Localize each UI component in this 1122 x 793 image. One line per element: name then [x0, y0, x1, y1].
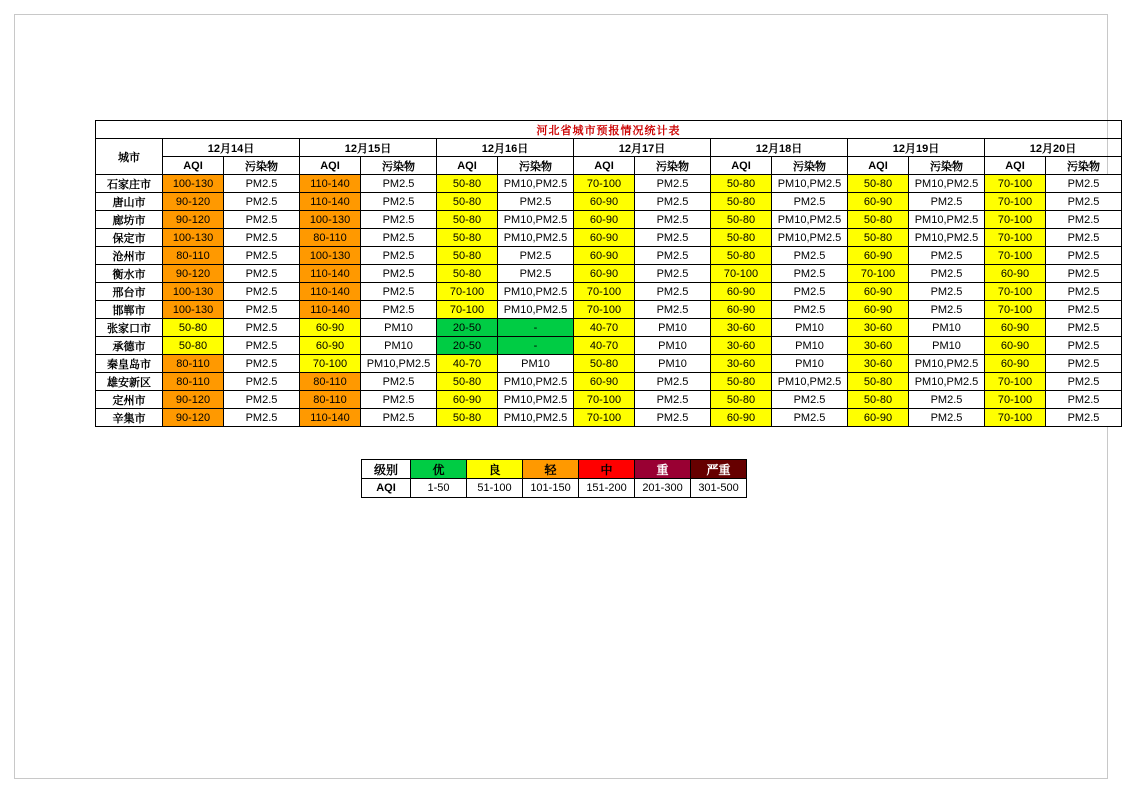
table-row	[96, 373, 1122, 391]
table-row	[96, 193, 1122, 211]
table-row	[96, 283, 1122, 301]
pollutant-cell: PM2.5	[361, 373, 437, 391]
header-date: 12月18日	[711, 139, 848, 157]
aqi-cell: 70-100	[848, 265, 909, 283]
pollutant-cell: PM2.5	[224, 193, 300, 211]
legend-level-cell: 良	[467, 460, 523, 479]
pollutant-cell: PM10	[772, 355, 848, 373]
table-row	[96, 409, 1122, 427]
pollutant-cell: PM2.5	[772, 283, 848, 301]
pollutant-cell: PM2.5	[772, 391, 848, 409]
pollutant-cell: PM2.5	[1046, 391, 1122, 409]
pollutant-cell: PM2.5	[909, 265, 985, 283]
header-pollutant: 污染物	[498, 157, 574, 175]
aqi-cell: 20-50	[437, 319, 498, 337]
city-name-cell: 秦皇岛市	[96, 355, 163, 373]
aqi-cell: 70-100	[985, 247, 1046, 265]
aqi-cell: 50-80	[711, 211, 772, 229]
aqi-cell: 50-80	[848, 391, 909, 409]
aqi-cell: 50-80	[711, 247, 772, 265]
pollutant-cell: PM2.5	[224, 301, 300, 319]
table-row	[96, 355, 1122, 373]
city-name-cell: 廊坊市	[96, 211, 163, 229]
pollutant-cell: PM2.5	[224, 319, 300, 337]
aqi-cell: 70-100	[985, 283, 1046, 301]
header-city: 城市	[96, 139, 163, 175]
city-name-cell: 沧州市	[96, 247, 163, 265]
pollutant-cell: PM2.5	[635, 247, 711, 265]
pollutant-cell: PM2.5	[1046, 337, 1122, 355]
pollutant-cell: PM10,PM2.5	[498, 301, 574, 319]
pollutant-cell: PM2.5	[224, 229, 300, 247]
aqi-cell: 50-80	[848, 229, 909, 247]
pollutant-cell: PM2.5	[361, 193, 437, 211]
table-title: 河北省城市预报情况统计表	[96, 121, 1122, 139]
header-pollutant: 污染物	[224, 157, 300, 175]
pollutant-cell: PM2.5	[224, 211, 300, 229]
aqi-cell: 60-90	[848, 409, 909, 427]
pollutant-cell: PM10,PM2.5	[909, 229, 985, 247]
header-date: 12月16日	[437, 139, 574, 157]
aqi-cell: 30-60	[711, 319, 772, 337]
aqi-cell: 50-80	[437, 211, 498, 229]
aqi-cell: 60-90	[848, 247, 909, 265]
aqi-cell: 70-100	[300, 355, 361, 373]
pollutant-cell: PM10,PM2.5	[498, 391, 574, 409]
pollutant-cell: PM2.5	[361, 175, 437, 193]
pollutant-cell: PM2.5	[635, 229, 711, 247]
forecast-table-container	[95, 120, 1122, 427]
aqi-cell: 70-100	[711, 265, 772, 283]
pollutant-cell: PM2.5	[498, 247, 574, 265]
pollutant-cell: PM10,PM2.5	[498, 229, 574, 247]
table-row	[96, 391, 1122, 409]
pollutant-cell: PM2.5	[224, 355, 300, 373]
pollutant-cell: PM2.5	[224, 283, 300, 301]
aqi-cell: 70-100	[574, 301, 635, 319]
aqi-cell: 60-90	[300, 319, 361, 337]
pollutant-cell: PM10	[772, 319, 848, 337]
pollutant-cell: PM2.5	[909, 283, 985, 301]
aqi-cell: 70-100	[985, 193, 1046, 211]
pollutant-cell: PM2.5	[635, 211, 711, 229]
aqi-cell: 70-100	[985, 373, 1046, 391]
aqi-cell: 60-90	[574, 211, 635, 229]
aqi-cell: 90-120	[163, 193, 224, 211]
city-name-cell: 石家庄市	[96, 175, 163, 193]
header-aqi: AQI	[300, 157, 361, 175]
aqi-cell: 40-70	[574, 319, 635, 337]
pollutant-cell: PM10	[361, 337, 437, 355]
city-name-cell: 衡水市	[96, 265, 163, 283]
pollutant-cell: PM10	[635, 355, 711, 373]
pollutant-cell: PM10,PM2.5	[772, 211, 848, 229]
aqi-cell: 60-90	[711, 283, 772, 301]
header-date: 12月19日	[848, 139, 985, 157]
aqi-cell: 50-80	[437, 175, 498, 193]
pollutant-cell: PM10	[635, 319, 711, 337]
pollutant-cell: PM2.5	[772, 247, 848, 265]
header-date: 12月15日	[300, 139, 437, 157]
aqi-cell: 100-130	[163, 283, 224, 301]
aqi-cell: 60-90	[985, 355, 1046, 373]
header-pollutant: 污染物	[772, 157, 848, 175]
aqi-cell: 30-60	[848, 319, 909, 337]
pollutant-cell: PM2.5	[909, 391, 985, 409]
city-name-cell: 保定市	[96, 229, 163, 247]
pollutant-cell: PM2.5	[909, 247, 985, 265]
pollutant-cell: PM2.5	[224, 373, 300, 391]
header-pollutant: 污染物	[909, 157, 985, 175]
aqi-cell: 50-80	[437, 193, 498, 211]
pollutant-cell: PM10,PM2.5	[498, 283, 574, 301]
pollutant-cell: PM10	[772, 337, 848, 355]
city-name-cell: 唐山市	[96, 193, 163, 211]
aqi-cell: 60-90	[574, 193, 635, 211]
pollutant-cell: PM2.5	[909, 193, 985, 211]
city-name-cell: 辛集市	[96, 409, 163, 427]
aqi-cell: 60-90	[985, 319, 1046, 337]
header-date: 12月20日	[985, 139, 1122, 157]
header-aqi: AQI	[711, 157, 772, 175]
pollutant-cell: PM2.5	[1046, 319, 1122, 337]
aqi-cell: 20-50	[437, 337, 498, 355]
aqi-cell: 40-70	[574, 337, 635, 355]
aqi-cell: 110-140	[300, 283, 361, 301]
pollutant-cell: PM2.5	[635, 265, 711, 283]
pollutant-cell: PM2.5	[635, 409, 711, 427]
pollutant-cell: PM2.5	[635, 193, 711, 211]
aqi-cell: 90-120	[163, 409, 224, 427]
aqi-cell: 110-140	[300, 175, 361, 193]
city-name-cell: 雄安新区	[96, 373, 163, 391]
header-pollutant: 污染物	[635, 157, 711, 175]
header-aqi: AQI	[848, 157, 909, 175]
aqi-cell: 50-80	[437, 229, 498, 247]
pollutant-cell: PM10	[635, 337, 711, 355]
pollutant-cell: PM10,PM2.5	[498, 373, 574, 391]
aqi-cell: 50-80	[437, 409, 498, 427]
aqi-cell: 70-100	[574, 391, 635, 409]
aqi-cell: 50-80	[848, 175, 909, 193]
aqi-cell: 100-130	[300, 211, 361, 229]
legend-range-cell: 201-300	[635, 479, 691, 498]
aqi-cell: 30-60	[711, 337, 772, 355]
legend-range-cell: 101-150	[523, 479, 579, 498]
table-row	[96, 337, 1122, 355]
pollutant-cell: PM2.5	[361, 283, 437, 301]
pollutant-cell: PM2.5	[1046, 409, 1122, 427]
legend-range-cell: 1-50	[411, 479, 467, 498]
aqi-cell: 50-80	[711, 229, 772, 247]
pollutant-cell: PM2.5	[635, 391, 711, 409]
pollutant-cell: PM2.5	[498, 193, 574, 211]
legend-range-row	[362, 479, 747, 498]
pollutant-cell: PM2.5	[224, 247, 300, 265]
pollutant-cell: PM10	[361, 319, 437, 337]
aqi-cell: 80-110	[300, 373, 361, 391]
legend-level-cell: 优	[411, 460, 467, 479]
city-name-cell: 邯郸市	[96, 301, 163, 319]
aqi-cell: 70-100	[437, 283, 498, 301]
aqi-cell: 90-120	[163, 211, 224, 229]
pollutant-cell: PM10,PM2.5	[498, 211, 574, 229]
aqi-cell: 60-90	[848, 301, 909, 319]
aqi-cell: 110-140	[300, 409, 361, 427]
pollutant-cell: PM2.5	[361, 391, 437, 409]
aqi-cell: 70-100	[985, 175, 1046, 193]
legend-level-cell: 轻	[523, 460, 579, 479]
header-date: 12月17日	[574, 139, 711, 157]
forecast-table	[95, 120, 1122, 427]
table-row	[96, 247, 1122, 265]
pollutant-cell: PM2.5	[772, 265, 848, 283]
pollutant-cell: PM10,PM2.5	[772, 175, 848, 193]
aqi-cell: 70-100	[985, 391, 1046, 409]
pollutant-cell: PM2.5	[224, 265, 300, 283]
pollutant-cell: PM2.5	[361, 211, 437, 229]
aqi-cell: 60-90	[985, 265, 1046, 283]
table-row	[96, 319, 1122, 337]
subheader-row	[96, 157, 1122, 175]
aqi-cell: 50-80	[437, 373, 498, 391]
aqi-cell: 60-90	[437, 391, 498, 409]
pollutant-cell: PM2.5	[224, 409, 300, 427]
legend-range-cell: 51-100	[467, 479, 523, 498]
header-date: 12月14日	[163, 139, 300, 157]
pollutant-cell: PM10,PM2.5	[498, 175, 574, 193]
aqi-cell: 30-60	[711, 355, 772, 373]
header-pollutant: 污染物	[361, 157, 437, 175]
pollutant-cell: PM2.5	[635, 283, 711, 301]
city-name-cell: 承德市	[96, 337, 163, 355]
pollutant-cell: PM2.5	[1046, 247, 1122, 265]
aqi-cell: 60-90	[574, 265, 635, 283]
legend-label-aqi: AQI	[362, 479, 411, 498]
header-aqi: AQI	[437, 157, 498, 175]
aqi-cell: 60-90	[574, 229, 635, 247]
pollutant-cell: PM2.5	[772, 193, 848, 211]
pollutant-cell: PM2.5	[361, 301, 437, 319]
aqi-cell: 60-90	[574, 373, 635, 391]
aqi-cell: 50-80	[574, 355, 635, 373]
pollutant-cell: PM10,PM2.5	[909, 175, 985, 193]
table-row	[96, 175, 1122, 193]
pollutant-cell: PM10,PM2.5	[361, 355, 437, 373]
aqi-cell: 100-130	[163, 229, 224, 247]
legend-level-cell: 重	[635, 460, 691, 479]
header-pollutant: 污染物	[1046, 157, 1122, 175]
aqi-cell: 70-100	[985, 229, 1046, 247]
aqi-cell: 50-80	[437, 265, 498, 283]
city-name-cell: 张家口市	[96, 319, 163, 337]
aqi-cell: 70-100	[437, 301, 498, 319]
aqi-cell: 60-90	[711, 301, 772, 319]
pollutant-cell: PM2.5	[361, 409, 437, 427]
pollutant-cell: PM2.5	[361, 229, 437, 247]
aqi-legend-table	[361, 459, 747, 498]
pollutant-cell: PM10,PM2.5	[909, 211, 985, 229]
city-name-cell: 邢台市	[96, 283, 163, 301]
title-row	[96, 121, 1122, 139]
pollutant-cell: PM2.5	[772, 301, 848, 319]
pollutant-cell: PM2.5	[909, 301, 985, 319]
aqi-cell: 110-140	[300, 193, 361, 211]
pollutant-cell: PM10,PM2.5	[909, 355, 985, 373]
aqi-cell: 60-90	[711, 409, 772, 427]
legend-level-cell: 严重	[691, 460, 747, 479]
aqi-cell: 60-90	[574, 247, 635, 265]
aqi-cell: 50-80	[163, 319, 224, 337]
pollutant-cell: PM2.5	[1046, 211, 1122, 229]
pollutant-cell: PM2.5	[1046, 229, 1122, 247]
pollutant-cell: -	[498, 319, 574, 337]
aqi-cell: 90-120	[163, 265, 224, 283]
aqi-cell: 50-80	[711, 373, 772, 391]
pollutant-cell: PM2.5	[498, 265, 574, 283]
legend-container	[361, 459, 747, 498]
aqi-cell: 110-140	[300, 301, 361, 319]
table-row	[96, 229, 1122, 247]
table-row	[96, 301, 1122, 319]
pollutant-cell: PM10	[498, 355, 574, 373]
table-row	[96, 265, 1122, 283]
aqi-cell: 80-110	[163, 373, 224, 391]
aqi-cell: 70-100	[574, 409, 635, 427]
aqi-cell: 80-110	[163, 247, 224, 265]
legend-range-cell: 301-500	[691, 479, 747, 498]
aqi-cell: 60-90	[985, 337, 1046, 355]
aqi-cell: 50-80	[163, 337, 224, 355]
aqi-cell: 50-80	[848, 211, 909, 229]
aqi-cell: 60-90	[848, 283, 909, 301]
pollutant-cell: PM2.5	[361, 265, 437, 283]
header-aqi: AQI	[574, 157, 635, 175]
pollutant-cell: PM2.5	[772, 409, 848, 427]
pollutant-cell: PM2.5	[224, 175, 300, 193]
pollutant-cell: PM2.5	[1046, 301, 1122, 319]
header-aqi: AQI	[163, 157, 224, 175]
legend-level-row	[362, 460, 747, 479]
pollutant-cell: PM10,PM2.5	[772, 373, 848, 391]
aqi-cell: 80-110	[300, 229, 361, 247]
aqi-cell: 50-80	[848, 373, 909, 391]
pollutant-cell: PM2.5	[635, 175, 711, 193]
pollutant-cell: PM2.5	[1046, 193, 1122, 211]
legend-level-cell: 中	[579, 460, 635, 479]
pollutant-cell: PM2.5	[361, 247, 437, 265]
table-row	[96, 211, 1122, 229]
aqi-cell: 60-90	[300, 337, 361, 355]
aqi-cell: 100-130	[300, 247, 361, 265]
pollutant-cell: -	[498, 337, 574, 355]
aqi-cell: 60-90	[848, 193, 909, 211]
aqi-cell: 70-100	[985, 409, 1046, 427]
pollutant-cell: PM10	[909, 337, 985, 355]
pollutant-cell: PM2.5	[635, 301, 711, 319]
pollutant-cell: PM2.5	[1046, 283, 1122, 301]
pollutant-cell: PM10,PM2.5	[909, 373, 985, 391]
pollutant-cell: PM2.5	[224, 391, 300, 409]
city-name-cell: 定州市	[96, 391, 163, 409]
pollutant-cell: PM2.5	[224, 337, 300, 355]
header-aqi: AQI	[985, 157, 1046, 175]
aqi-cell: 110-140	[300, 265, 361, 283]
aqi-cell: 70-100	[985, 301, 1046, 319]
aqi-cell: 70-100	[574, 175, 635, 193]
pollutant-cell: PM2.5	[909, 409, 985, 427]
pollutant-cell: PM10,PM2.5	[498, 409, 574, 427]
pollutant-cell: PM2.5	[1046, 175, 1122, 193]
pollutant-cell: PM10,PM2.5	[772, 229, 848, 247]
aqi-cell: 100-130	[163, 175, 224, 193]
pollutant-cell: PM2.5	[1046, 355, 1122, 373]
aqi-cell: 30-60	[848, 355, 909, 373]
pollutant-cell: PM10	[909, 319, 985, 337]
pollutant-cell: PM2.5	[1046, 265, 1122, 283]
legend-range-cell: 151-200	[579, 479, 635, 498]
aqi-cell: 30-60	[848, 337, 909, 355]
date-header-row	[96, 139, 1122, 157]
aqi-cell: 80-110	[163, 355, 224, 373]
aqi-cell: 100-130	[163, 301, 224, 319]
aqi-cell: 80-110	[300, 391, 361, 409]
aqi-cell: 40-70	[437, 355, 498, 373]
pollutant-cell: PM2.5	[1046, 373, 1122, 391]
aqi-cell: 50-80	[711, 193, 772, 211]
legend-label-level: 级别	[362, 460, 411, 479]
aqi-cell: 50-80	[437, 247, 498, 265]
aqi-cell: 70-100	[574, 283, 635, 301]
aqi-cell: 70-100	[985, 211, 1046, 229]
aqi-cell: 90-120	[163, 391, 224, 409]
pollutant-cell: PM2.5	[635, 373, 711, 391]
aqi-cell: 50-80	[711, 391, 772, 409]
aqi-cell: 50-80	[711, 175, 772, 193]
